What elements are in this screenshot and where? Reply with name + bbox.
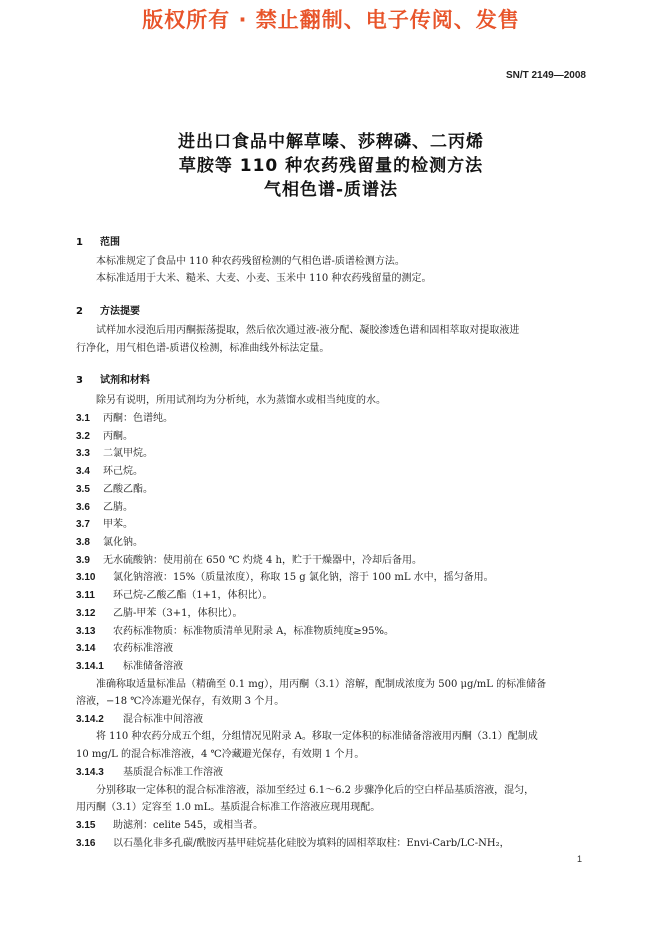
- item-number: 3.14.1: [76, 661, 104, 672]
- paragraph: 试样加水浸泡后用丙酮振荡提取，然后依次通过液-液分配、凝胶渗透色谱和固相萃取对提取液进: [96, 325, 520, 336]
- item-number: 3.1: [76, 413, 90, 424]
- paragraph: 本标准适用于大米、糙米、大麦、小麦、玉米中 110 种农药残留量的测定。: [96, 273, 432, 284]
- paragraph: 行净化，用气相色谱-质谱仪检测，标准曲线外标法定量。: [76, 343, 330, 354]
- paragraph: 分别移取一定体积的混合标准溶液，添加至经过 6.1～6.2 步骤净化后的空白样品基质溶液，混匀，: [96, 785, 535, 796]
- item-number: 3.4: [76, 466, 90, 477]
- item-text: 乙腈-甲苯（3+1，体积比）。: [113, 608, 243, 619]
- item-text: 无水硫酸钠：使用前在 650 ℃ 灼烧 4 h，贮于干燥器中，冷却后备用。: [103, 555, 422, 566]
- list-item: [76, 484, 153, 496]
- section-1-heading: [76, 233, 120, 248]
- list-item: [76, 767, 223, 779]
- page-number: 1: [576, 854, 582, 864]
- item-number: 3.7: [76, 519, 90, 530]
- item-text: 丙酮：色谱纯。: [103, 413, 173, 424]
- item-number: 3.14.2: [76, 714, 104, 725]
- item-number: 3.8: [76, 537, 90, 548]
- list-item: [76, 502, 133, 514]
- paragraph: 10 mg/L 的混合标准溶液，4 ℃冷藏避光保存，有效期 1 个月。: [76, 749, 365, 760]
- item-number: 3.11: [76, 590, 95, 601]
- item-text: 混合标准中间溶液: [123, 714, 203, 725]
- section-title: 范围: [100, 237, 120, 248]
- item-text: 农药标准物质：标准物质清单见附录 A，标准物质纯度≥95%。: [113, 626, 395, 637]
- list-item: [76, 448, 153, 460]
- copyright-banner: 版权所有 · 禁止翻制、电子传阅、发售: [142, 8, 520, 32]
- item-number: 3.10: [76, 572, 96, 583]
- list-item: [76, 572, 494, 584]
- item-number: 3.16: [76, 838, 96, 849]
- list-item: [76, 820, 263, 832]
- item-number: 3.13: [76, 626, 96, 637]
- paragraph: 用丙酮（3.1）定容至 1.0 mL。基质混合标准工作溶液应现用现配。: [76, 802, 381, 813]
- list-item: [76, 838, 510, 850]
- list-item: [76, 431, 133, 443]
- list-item: [76, 714, 203, 726]
- item-text: 氯化钠溶液：15%（质量浓度），称取 15 g 氯化钠，溶于 100 mL 水中，摇匀备用。: [113, 572, 494, 583]
- list-item: [76, 466, 143, 478]
- section-title: 试剂和材料: [100, 375, 150, 386]
- item-text: 基质混合标准工作溶液: [123, 767, 223, 778]
- list-item: [76, 537, 143, 549]
- item-number: 3.15: [76, 820, 96, 831]
- list-item: [76, 519, 133, 531]
- section-2-heading: [76, 302, 140, 317]
- title-line-1: 进出口食品中解草嗪、莎稗磷、二丙烯: [178, 132, 484, 152]
- paragraph: 除另有说明，所用试剂均为分析纯，水为蒸馏水或相当纯度的水。: [96, 395, 386, 406]
- item-number: 3.14: [76, 643, 96, 654]
- title-line-2: 草胺等 110 种农药残留量的检测方法: [178, 156, 484, 176]
- title-line-3: 气相色谱-质谱法: [263, 180, 399, 200]
- section-title: 方法提要: [100, 306, 140, 317]
- item-number: 3.2: [76, 431, 90, 442]
- section-number: 1: [76, 237, 83, 248]
- list-item: [76, 626, 394, 638]
- section-number: 2: [76, 306, 83, 317]
- list-item: [76, 608, 242, 620]
- item-text: 标准储备溶液: [123, 661, 183, 672]
- item-number: 3.14.3: [76, 767, 104, 778]
- item-text: 环己烷-乙酸乙酯（1+1，体积比）。: [113, 590, 273, 601]
- item-text: 助滤剂：celite 545，或相当者。: [113, 820, 264, 831]
- item-text: 二氯甲烷。: [103, 448, 153, 459]
- item-number: 3.3: [76, 448, 90, 459]
- item-text: 丙酮。: [103, 431, 133, 442]
- list-item: [76, 590, 272, 602]
- item-text: 乙腈。: [103, 502, 133, 513]
- item-text: 农药标准溶液: [113, 643, 173, 654]
- paragraph: 准确称取适量标准品（精确至 0.1 mg），用丙酮（3.1）溶解，配制成浓度为 500 μg/mL 的标准储备: [96, 679, 547, 690]
- item-number: 3.12: [76, 608, 96, 619]
- paragraph: 本标准规定了食品中 110 种农药残留检测的气相色谱-质谱检测方法。: [96, 256, 405, 267]
- item-text: 以石墨化非多孔碳/酰胺丙基甲硅烷基化硅胶为填料的固相萃取柱：Envi-Carb/LC-NH₂，: [113, 838, 510, 849]
- list-item: [76, 643, 173, 655]
- item-text: 乙酸乙酯。: [103, 484, 153, 495]
- section-number: 3: [76, 375, 83, 386]
- item-number: 3.6: [76, 502, 90, 513]
- list-item: [76, 661, 183, 673]
- paragraph: 溶液，−18 ℃冷冻避光保存，有效期 3 个月。: [76, 696, 285, 707]
- item-number: 3.9: [76, 555, 90, 566]
- list-item: [76, 413, 173, 425]
- item-text: 甲苯。: [103, 519, 133, 530]
- item-text: 环己烷。: [103, 466, 143, 477]
- paragraph: 将 110 种农药分成五个组，分组情况见附录 A。移取一定体积的标准储备溶液用丙酮（3.1）配制成: [96, 731, 538, 742]
- item-text: 氯化钠。: [103, 537, 143, 548]
- standard-number: SN/T 2149—2008: [505, 70, 586, 81]
- list-item: [76, 555, 422, 567]
- item-number: 3.5: [76, 484, 90, 495]
- section-3-heading: [76, 371, 150, 386]
